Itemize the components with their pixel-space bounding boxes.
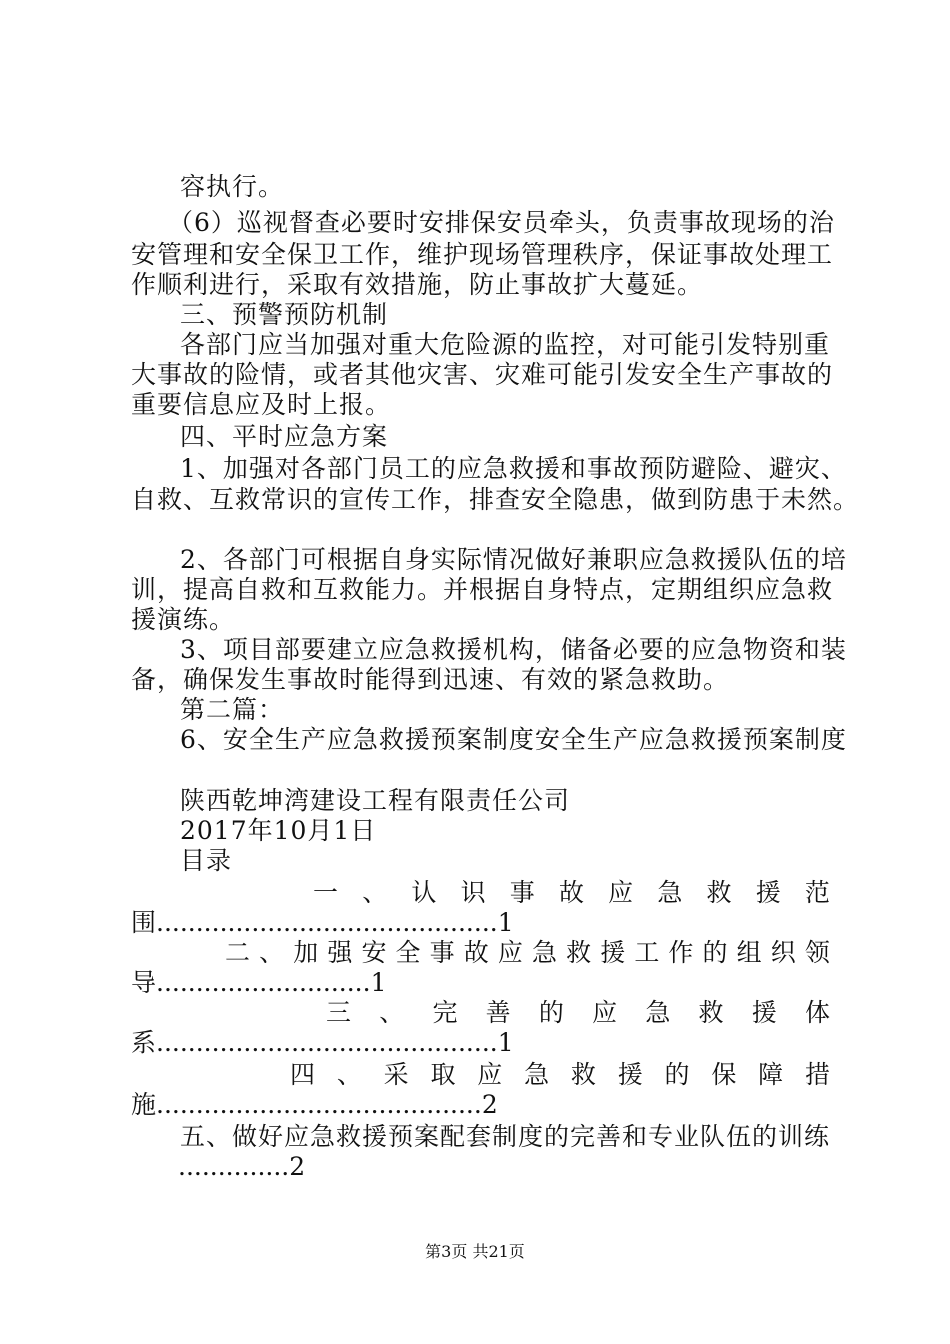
body-line: 自救、互救常识的宣传工作，排查安全隐患，做到防患于未然。 — [131, 485, 860, 514]
toc-entry-tail: 施.........................................2 — [131, 1090, 498, 1119]
body-line: 安管理和安全保卫工作，维护现场管理秩序，保证事故处理工 — [131, 240, 834, 269]
company-name: 陕西乾坤湾建设工程有限责任公司 — [180, 786, 571, 815]
body-line: 作顺利进行，采取有效措施，防止事故扩大蔓延。 — [131, 270, 704, 299]
toc-entry-tail: 系...........................................1 — [131, 1028, 514, 1057]
body-line: 援演练。 — [131, 605, 236, 634]
toc-entry-tail: 围...........................................1 — [131, 908, 514, 937]
toc-entry-tail: 导...........................1 — [131, 968, 387, 997]
document-title: 6、安全生产应急救援预案制度安全生产应急救援预案制度 — [180, 725, 847, 754]
body-line: 1、加强对各部门员工的应急救援和事故预防避险、避灾、 — [180, 454, 847, 483]
body-line: 备，确保发生事故时能得到迅速、有效的紧急救助。 — [131, 665, 730, 694]
body-line: （6）巡视督查必要时安排保安员牵头，负责事故现场的治 — [168, 208, 835, 237]
page-footer: 第3页 共21页 — [425, 1242, 525, 1261]
document-date: 2017年10月1日 — [180, 816, 377, 845]
body-line: 各部门应当加强对重大危险源的监控，对可能引发特别重 — [180, 330, 831, 359]
toc-heading: 目录 — [180, 846, 233, 875]
body-line: 训，提高自救和互救能力。并根据自身特点，定期组织应急救 — [131, 575, 834, 604]
toc-entry-head: 五、做好应急救援预案配套制度的完善和专业队伍的训练 — [180, 1122, 831, 1151]
toc-entry-head: 一 、 认 识 事 故 应 急 救 援 范 — [313, 878, 830, 907]
section-heading: 三、预警预防机制 — [180, 300, 389, 329]
section-heading: 第二篇： — [180, 695, 285, 724]
toc-entry-head: 二 、 加 强 安 全 事 故 应 急 救 援 工 作 的 组 织 领 — [225, 938, 830, 967]
section-heading: 四、平时应急方案 — [180, 422, 389, 451]
toc-entry-head: 三 、 完 善 的 应 急 救 援 体 — [326, 998, 830, 1027]
body-line: 3、项目部要建立应急救援机构，储备必要的应急物资和装 — [180, 635, 847, 664]
toc-entry-tail: ..............2 — [178, 1152, 306, 1181]
toc-entry-head: 四 、 采 取 应 急 救 援 的 保 障 措 — [290, 1060, 830, 1089]
body-line: 2、各部门可根据自身实际情况做好兼职应急救援队伍的培 — [180, 545, 847, 574]
body-line: 重要信息应及时上报。 — [131, 390, 392, 419]
body-line: 容执行。 — [180, 172, 285, 201]
body-line: 大事故的险情，或者其他灾害、灾难可能引发安全生产事故的 — [131, 360, 834, 389]
